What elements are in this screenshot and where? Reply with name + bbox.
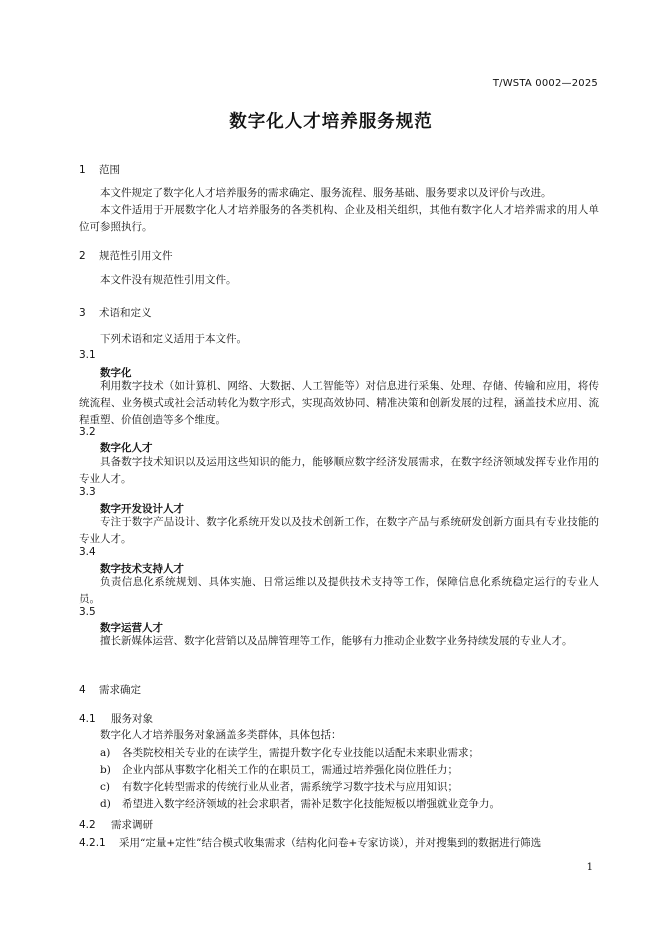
list-marker: c) — [100, 781, 110, 793]
paragraph: 本文件规定了数字化人才培养服务的需求确定、服务流程、服务基础、服务要求以及评价与改进。 — [100, 187, 552, 199]
section-number: 1 — [79, 164, 86, 176]
term-name: 数字化 — [100, 367, 132, 379]
term-definition: 利用数字技术（如计算机、网络、大数据、人工智能等）对信息进行采集、处理、存储、传输和应用，将传统流程、业务模式或社会活动转化为数字形式，实现高效协同、精准决策和创新发展的过程，涵盖技术应用、流程重塑、价值创造等多个维度。 — [79, 380, 599, 426]
term-definition: 负责信息化系统规划、具体实施、日常运维以及提供技术支持等工作，保障信息化系统稳定运行的专业人员。 — [79, 576, 599, 605]
clause-text: 采用“定量+定性”结合模式收集需求（结构化问卷+专家访谈），并对搜集到的数据进行筛选 — [119, 837, 542, 849]
term-definition: 擅长新媒体运营、数字化营销以及品牌管理等工作，能够有力推动企业数字业务持续发展的专业人才。 — [100, 635, 573, 647]
list-item — [100, 779, 458, 794]
list-marker: a) — [100, 747, 111, 759]
list-marker: b) — [100, 764, 111, 776]
paragraph: 本文件适用于开展数字化人才培养服务的各类机构、企业及相关组织，其他有数字化人才培养需求的用人单位可参照执行。 — [79, 204, 599, 233]
page-number: 1 — [586, 862, 593, 873]
section-title: 规范性引用文件 — [99, 250, 173, 262]
subsection-4-1-heading — [79, 711, 153, 726]
list-item — [100, 745, 479, 760]
section-number: 3 — [79, 307, 86, 319]
list-text: 希望进入数字经济领域的社会求职者，需补足数字化技能短板以增强就业竞争力。 — [122, 798, 500, 810]
subsection-4-2-heading — [79, 817, 153, 832]
section-title: 需求调研 — [111, 819, 153, 831]
term-name: 数字技术支持人才 — [100, 563, 184, 575]
section-1-heading — [79, 162, 120, 177]
term-number: 3.3 — [79, 486, 96, 498]
section-number: 4 — [79, 684, 86, 696]
list-item — [100, 762, 458, 777]
section-title: 需求确定 — [99, 684, 141, 696]
section-number: 4.1 — [79, 713, 96, 725]
paragraph: 数字化人才培养服务对象涵盖多类群体，具体包括： — [100, 729, 342, 741]
section-title: 范围 — [99, 164, 120, 176]
section-title: 术语和定义 — [99, 307, 152, 319]
paragraph: 下列术语和定义适用于本文件。 — [100, 333, 247, 345]
list-text: 企业内部从事数字化相关工作的在职员工，需通过培养强化岗位胜任力； — [122, 764, 458, 776]
section-2-heading — [79, 248, 173, 263]
term-number: 3.2 — [79, 426, 96, 438]
term-name: 数字化人才 — [100, 442, 153, 454]
paragraph: 本文件没有规范性引用文件。 — [100, 274, 237, 286]
document-title: 数字化人才培养服务规范 — [229, 112, 433, 132]
section-number: 4.2 — [79, 819, 96, 831]
list-text: 有数字化转型需求的传统行业从业者，需系统学习数字技术与应用知识； — [122, 781, 458, 793]
term-name: 数字开发设计人才 — [100, 503, 184, 515]
section-number: 2 — [79, 250, 86, 262]
list-marker: d) — [100, 798, 111, 810]
term-number: 3.4 — [79, 546, 96, 558]
term-definition: 专注于数字产品设计、数字化系统开发以及技术创新工作，在数字产品与系统研发创新方面具有专业技能的专业人才。 — [79, 516, 599, 545]
clause-4-2-1 — [79, 835, 541, 850]
term-number: 3.5 — [79, 606, 96, 618]
list-item — [100, 796, 500, 811]
term-number: 3.1 — [79, 349, 96, 361]
clause-number: 4.2.1 — [79, 837, 106, 849]
term-name: 数字运营人才 — [100, 622, 163, 634]
section-title: 服务对象 — [111, 713, 153, 725]
document-code: T/WSTA 0002—2025 — [492, 78, 598, 89]
section-3-heading — [79, 305, 152, 320]
list-text: 各类院校相关专业的在读学生，需提升数字化专业技能以适配未来职业需求； — [122, 747, 479, 759]
section-4-heading — [79, 682, 141, 697]
term-definition: 具备数字技术知识以及运用这些知识的能力，能够顺应数字经济发展需求，在数字经济领域发挥专业作用的专业人才。 — [79, 456, 599, 485]
